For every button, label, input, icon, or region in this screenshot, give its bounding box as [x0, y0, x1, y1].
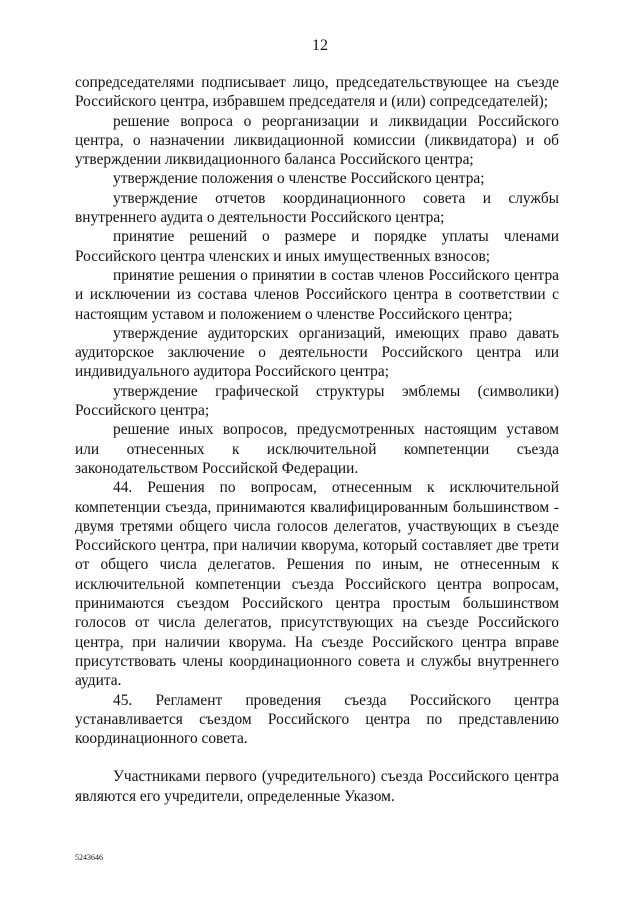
page-number: 12	[312, 37, 328, 54]
paragraph-reports-approval: утверждение отчетов координационного совета и службы внутреннего аудита о деятельности Российского центра;	[75, 189, 559, 227]
paragraph-member-admission: принятие решения о принятии в состав членов Российского центра и исключении из состава членов Российского центра в соответствии с настоящим уставом и положением о членстве Российского центра;	[75, 266, 559, 323]
paragraph-membership-regulation: утверждение положения о членстве Российского центра;	[113, 170, 485, 188]
paragraph-emblem-structure: утверждение графической структуры эмблемы (символики) Российского центра;	[75, 382, 559, 420]
paragraph-membership-fees: принятие решений о размере и порядке уплаты членами Российского центра членских и иных имущественных взносов;	[75, 228, 559, 265]
paragraph-reorganization: решение вопроса о реорганизации и ликвидации Российского центра, о назначении ликвидационной комиссии (ликвидатора) и об утверждении ликвидационного баланса Российского центра;	[75, 112, 559, 169]
paragraph-cosigners: сопредседателями подписывает лицо, председательствующее на съезде Российского центра, избравшем председателя и (или) сопредседателей);	[75, 74, 559, 111]
paragraph-founding-congress: Участниками первого (учредительного) съезда Российского центра являются его учредители, определенные Указом.	[75, 768, 559, 805]
paragraph-audit-organizations: утверждение аудиторских организаций, имеющих право давать аудиторское заключение о деятельности Российского центра или индивидуального аудитора Российского центра;	[75, 324, 559, 381]
paragraph-clause-44: 44. Решения по вопросам, отнесенным к исключительной компетенции съезда, принимаются квалифицированным большинством - двумя третями общего числа голосов делегатов, участвующих в съезде Российского центра, при наличии кворума, который составляет две трети от общего числа делегатов. Решения по иным, не отнесенным к исключительной компетенции съезда Российского центра вопросам, принимаются съездом Российского центра простым большинством голосов от числа делегатов, присутствующих на съезде Российского центра, при наличии кворума. На съезде Российского центра вправе присутствовать члены координационного совета и службы внутреннего аудита.	[75, 479, 559, 690]
document-body	[75, 73, 559, 806]
paragraph-clause-45: 45. Регламент проведения съезда Российского центра устанавливается съездом Российского центра по представлению координационного совета.	[75, 691, 559, 748]
paragraph-other-matters: решение иных вопросов, предусмотренных настоящим уставом или отнесенных к исключительной компетенции съезда законодательством Российской Федерации.	[75, 421, 559, 477]
document-code: 5243646	[75, 853, 103, 862]
